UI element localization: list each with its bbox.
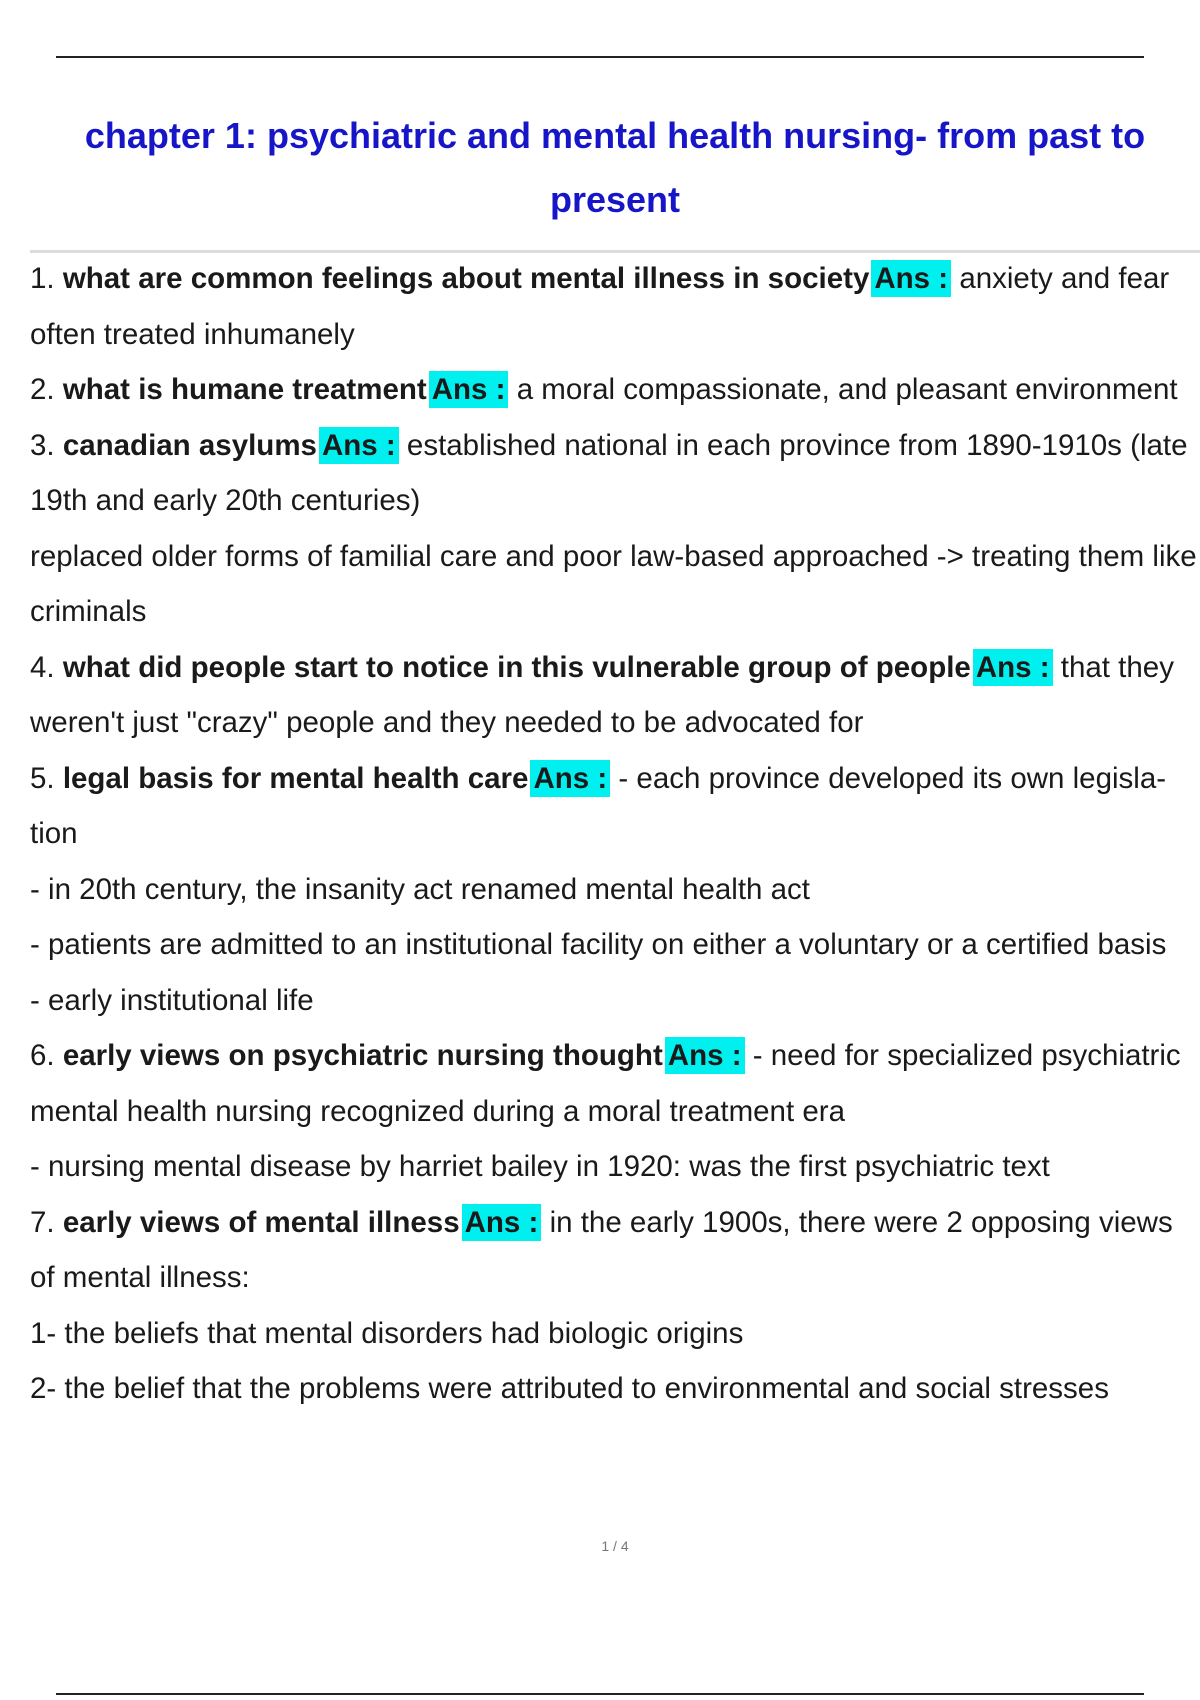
item-number: 3. [30, 428, 55, 462]
answer-line: - in 20th century, the insanity act renamed mental health act [30, 872, 810, 906]
answer-line: 2- the belief that the problems were attributed to environmental and social stresses [30, 1372, 1109, 1405]
qa-item-3 [30, 418, 1200, 529]
answer-line: 1- the beliefs that mental disorders had biologic origins [30, 1316, 744, 1350]
answer: in the early 1900s, there were 2 opposing views of mental illness: [30, 1205, 1173, 1294]
answer-label: Ans : [462, 1204, 542, 1241]
answer-label: Ans : [665, 1037, 745, 1074]
page-number: 1 / 4 [601, 1538, 629, 1554]
answer: - need for specialized psychiatric mental health nursing recognized during a moral treatment era [30, 1039, 1181, 1128]
question: what are common feelings about mental illness in society [62, 262, 870, 295]
answer: established national in each province from 1890-1910s (late 19th and early 20th centuries) [30, 428, 1188, 517]
page-title: chapter 1: psychiatric and mental health nursing- from past to present [84, 115, 1146, 220]
item-number: 4. [30, 650, 55, 684]
bottom-divider [56, 1693, 1144, 1695]
qa-item-2 [30, 362, 1200, 418]
answer-label: Ans : [530, 760, 610, 797]
question: what did people start to notice in this vulnerable group of people [62, 650, 971, 684]
qa-list [30, 251, 1200, 1417]
question: what is humane treatment [62, 373, 427, 406]
answer: a moral compassionate, and pleasant environment [516, 373, 1178, 406]
answer-label: Ans : [871, 260, 951, 297]
answer-line: - nursing mental disease by harriet bailey in 1920: was the first psychiatric text [30, 1150, 1050, 1183]
qa-item-4 [30, 640, 1200, 751]
answer-label: Ans : [429, 371, 509, 408]
answer-line: - patients are admitted to an institutional facility on either a voluntary or a certified basis [30, 928, 1167, 961]
top-divider [56, 56, 1144, 58]
item-number: 7. [30, 1205, 55, 1239]
answer: anxiety and fear often treated inhumanely [30, 262, 1170, 351]
answer-line: - early institutional life [30, 983, 314, 1017]
question: early views of mental illness [62, 1205, 460, 1239]
question: early views on psychiatric nursing thought [62, 1039, 663, 1072]
answer-label: Ans : [319, 427, 399, 464]
qa-item-7 [30, 1195, 1200, 1306]
item-number: 1. [30, 262, 55, 295]
question: canadian asylums [62, 428, 317, 462]
question: legal basis for mental health care [62, 761, 529, 795]
answer: - each province developed its own legisla- tion [30, 761, 1167, 850]
qa-item-5 [30, 751, 1200, 862]
item-number: 2. [30, 373, 55, 406]
answer-line: replaced older forms of familial care and poor law-based approached -> treating them like criminals [30, 539, 1197, 628]
answer: that they weren't just "crazy" people and they needed to be advocated for [30, 650, 1174, 739]
item-number: 5. [30, 761, 55, 795]
qa-item-1 [30, 251, 1200, 362]
item-number: 6. [30, 1039, 55, 1072]
answer-label: Ans : [973, 649, 1053, 686]
qa-item-6 [30, 1028, 1200, 1139]
